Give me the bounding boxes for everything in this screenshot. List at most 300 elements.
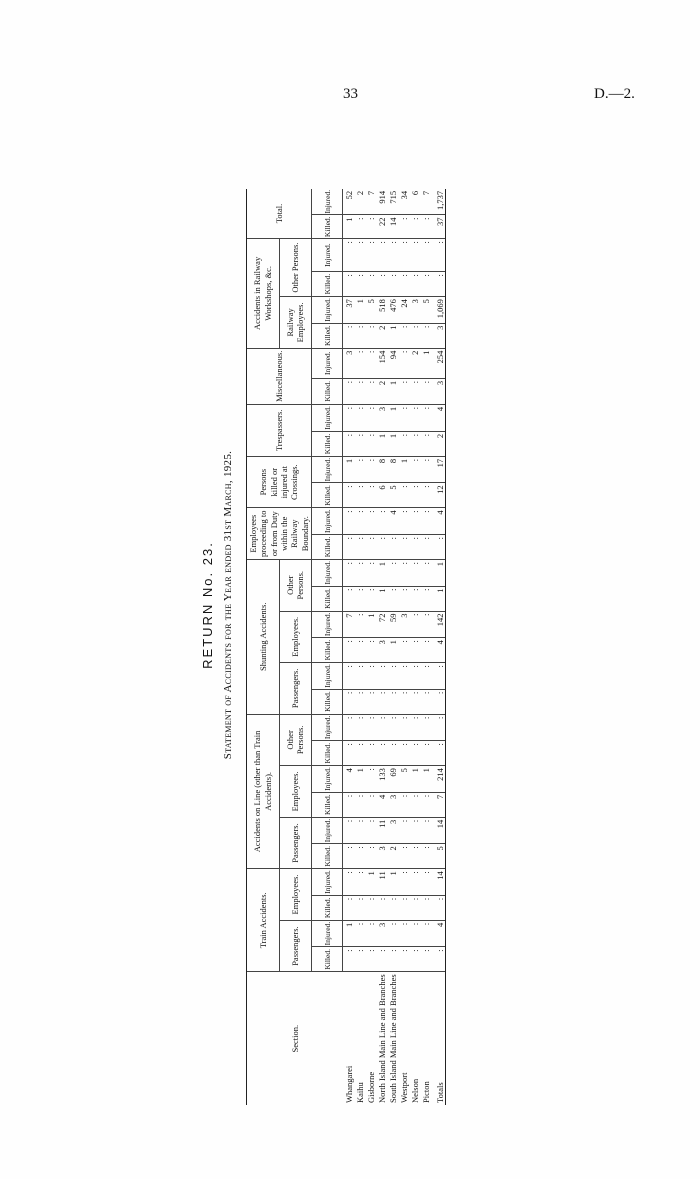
table-cell: 2 — [354, 189, 365, 215]
table-cell: : — [365, 638, 376, 663]
table-cell: : — [398, 714, 409, 741]
table-cell: 1 — [387, 404, 398, 431]
table-cell: : — [343, 817, 355, 844]
table-cell: : — [354, 611, 365, 638]
table-cell: : — [431, 895, 446, 920]
injured-header: Injured. — [312, 869, 343, 896]
table-cell: 1 — [387, 431, 398, 456]
table-cell: : — [431, 272, 446, 297]
table-cell: : — [398, 483, 409, 508]
table-cell: : — [343, 638, 355, 663]
table-cell: : — [387, 559, 398, 586]
table-cell: : — [420, 431, 431, 456]
injured-header: Injured. — [312, 766, 343, 793]
table-cell: 1 — [431, 559, 446, 586]
table-cell: 7 — [420, 189, 431, 215]
table-cell: 1 — [387, 638, 398, 663]
table-cell: : — [365, 323, 376, 348]
table-cell: : — [365, 766, 376, 793]
table-cell: : — [398, 378, 409, 404]
table-cell: 214 — [431, 766, 446, 793]
table-cell: : — [409, 323, 420, 348]
table-cell: : — [398, 638, 409, 663]
table-cell: 1 — [343, 456, 355, 483]
table-cell: : — [420, 323, 431, 348]
table-cell: 2 — [409, 348, 420, 378]
table-cell: : — [409, 792, 420, 817]
injured-header: Injured. — [312, 611, 343, 638]
table-cell: 1 — [365, 869, 376, 896]
table-cell: : — [409, 431, 420, 456]
line-passengers-header: Passengers. — [279, 817, 312, 869]
table-cell: 3 — [431, 378, 446, 404]
table-cell: : — [343, 378, 355, 404]
injured-header: Injured. — [312, 508, 343, 535]
crossings-header: Persons killed or injured at Crossings. — [247, 456, 312, 508]
table-cell: : — [365, 817, 376, 844]
table-cell: : — [398, 431, 409, 456]
workshop-other-persons-header: Other Persons. — [279, 239, 312, 297]
table-cell: 52 — [343, 189, 355, 215]
table-cell: : — [420, 586, 431, 611]
table-cell: : — [354, 947, 365, 972]
table-cell: 2 — [387, 844, 398, 869]
injured-header: Injured. — [312, 663, 343, 690]
table-cell: : — [354, 714, 365, 741]
table-cell: : — [365, 559, 376, 586]
table-row — [343, 189, 355, 1105]
table-cell: : — [376, 689, 387, 714]
table-cell: 4 — [343, 766, 355, 793]
table-cell: : — [420, 638, 431, 663]
table-cell: 1,069 — [431, 297, 446, 324]
killed-header: Killed. — [312, 272, 343, 297]
shunting-other-persons-header: Other Persons. — [279, 559, 312, 611]
table-cell: : — [387, 895, 398, 920]
table-cell: : — [398, 239, 409, 272]
killed-header: Killed. — [312, 638, 343, 663]
table-cell: : — [354, 559, 365, 586]
table-cell: : — [398, 534, 409, 559]
table-cell: 4 — [431, 920, 446, 947]
table-cell: : — [431, 239, 446, 272]
table-cell: : — [354, 869, 365, 896]
table-cell: 1 — [398, 456, 409, 483]
table-row — [376, 189, 387, 1105]
table-cell: : — [354, 323, 365, 348]
train-accidents-header: Train Accidents. — [247, 869, 280, 972]
table-cell: : — [387, 534, 398, 559]
table-cell: 14 — [387, 215, 398, 239]
table-cell: : — [343, 792, 355, 817]
table-cell: : — [354, 638, 365, 663]
shunting-employees-header: Employees. — [279, 611, 312, 663]
workshops-header: Accidents in Railway Workshops, &c. — [247, 239, 280, 349]
table-cell: : — [343, 586, 355, 611]
table-cell: : — [343, 741, 355, 766]
table-cell: : — [398, 817, 409, 844]
table-cell: : — [354, 404, 365, 431]
table-cell: : — [387, 920, 398, 947]
page-number: 33 — [343, 86, 358, 102]
killed-header: Killed. — [312, 792, 343, 817]
table-cell: : — [420, 714, 431, 741]
table-cell: 14 — [431, 817, 446, 844]
table-cell: : — [365, 689, 376, 714]
table-cell: : — [398, 869, 409, 896]
table-cell: : — [365, 272, 376, 297]
table-cell: 5 — [365, 297, 376, 324]
table-cell: : — [354, 741, 365, 766]
table-cell: 11 — [376, 817, 387, 844]
table-cell: 3 — [376, 404, 387, 431]
table-cell: 1 — [387, 323, 398, 348]
table-cell: : — [365, 586, 376, 611]
table-cell: : — [365, 844, 376, 869]
table-cell: : — [365, 741, 376, 766]
table-cell: 3 — [431, 323, 446, 348]
table-cell: 2 — [431, 431, 446, 456]
table-cell: : — [398, 348, 409, 378]
table-cell: : — [420, 215, 431, 239]
table-cell: : — [398, 663, 409, 690]
statement-title: Statement of Accidents for the Year ended 31st March, 1925. — [222, 450, 234, 760]
table-cell: : — [365, 431, 376, 456]
table-cell: : — [398, 215, 409, 239]
table-cell: : — [365, 508, 376, 535]
table-cell: : — [387, 714, 398, 741]
killed-header: Killed. — [312, 689, 343, 714]
table-cell: : — [409, 663, 420, 690]
return-title: RETURN No. 23. — [200, 541, 215, 669]
table-cell: : — [343, 534, 355, 559]
table-cell: : — [376, 663, 387, 690]
table-cell: 1 — [354, 297, 365, 324]
section-name: Kaihu — [354, 1082, 365, 1103]
table-cell: : — [365, 239, 376, 272]
table-cell: : — [343, 239, 355, 272]
injured-header: Injured. — [312, 189, 343, 215]
shunting-accidents-header: Shunting Accidents. — [247, 559, 280, 714]
injured-header: Injured. — [312, 714, 343, 741]
table-row — [365, 189, 376, 1105]
table-cell: : — [398, 920, 409, 947]
table-cell: 1 — [376, 559, 387, 586]
table-cell: : — [365, 534, 376, 559]
table-cell: : — [431, 689, 446, 714]
table-cell: 6 — [376, 483, 387, 508]
table-cell: 3 — [376, 844, 387, 869]
train-employees-header: Employees. — [279, 869, 312, 921]
table-cell: 1 — [354, 766, 365, 793]
table-cell: 2 — [376, 323, 387, 348]
table-cell: : — [420, 404, 431, 431]
table-cell: : — [365, 895, 376, 920]
killed-header: Killed. — [312, 895, 343, 920]
table-cell: : — [409, 817, 420, 844]
table-cell: : — [387, 741, 398, 766]
table-cell: : — [354, 272, 365, 297]
table-cell: : — [420, 844, 431, 869]
table-cell: : — [387, 272, 398, 297]
killed-header: Killed. — [312, 323, 343, 348]
table-cell: : — [365, 714, 376, 741]
table-cell: 914 — [376, 189, 387, 215]
killed-header: Killed. — [312, 483, 343, 508]
table-cell: : — [420, 559, 431, 586]
table-cell: 1 — [431, 586, 446, 611]
killed-header: Killed. — [312, 378, 343, 404]
table-cell: : — [431, 741, 446, 766]
table-cell: 59 — [387, 611, 398, 638]
table-row — [354, 189, 365, 1105]
table-cell: : — [398, 741, 409, 766]
table-cell: : — [343, 431, 355, 456]
injured-header: Injured. — [312, 559, 343, 586]
table-cell: : — [376, 895, 387, 920]
table-cell: : — [343, 508, 355, 535]
table-cell: 6 — [409, 189, 420, 215]
miscellaneous-header: Miscellaneous. — [247, 348, 312, 404]
table-body — [343, 189, 446, 1105]
table-cell: 715 — [387, 189, 398, 215]
table-cell: : — [343, 272, 355, 297]
table-cell: 7 — [365, 189, 376, 215]
table-cell: : — [343, 714, 355, 741]
table-cell: 1 — [343, 215, 355, 239]
table-cell: : — [354, 215, 365, 239]
table-cell: 1 — [420, 348, 431, 378]
table-cell: : — [420, 272, 431, 297]
table-cell: : — [409, 559, 420, 586]
table-cell: : — [398, 947, 409, 972]
table-cell: : — [354, 431, 365, 456]
table-cell: : — [420, 689, 431, 714]
injured-header: Injured. — [312, 297, 343, 324]
table-cell: : — [398, 689, 409, 714]
accidents-table — [246, 189, 446, 1105]
table-cell: : — [387, 947, 398, 972]
table-cell: : — [365, 947, 376, 972]
table-cell: 37 — [431, 215, 446, 239]
table-cell: 5 — [431, 844, 446, 869]
table-cell: 3 — [409, 297, 420, 324]
table-cell: 34 — [398, 189, 409, 215]
table-cell: : — [354, 920, 365, 947]
table-cell: 4 — [431, 508, 446, 535]
table-cell: : — [365, 215, 376, 239]
table-cell: : — [343, 559, 355, 586]
line-employees-header: Employees. — [279, 766, 312, 818]
table-cell: 5 — [398, 766, 409, 793]
table-cell: : — [387, 663, 398, 690]
table-cell: : — [343, 483, 355, 508]
table-cell: 142 — [431, 611, 446, 638]
table-cell: 1,737 — [431, 189, 446, 215]
line-accidents-header: Accidents on Line (other than Train Accidents). — [247, 714, 280, 869]
table-cell: : — [376, 508, 387, 535]
train-passengers-header: Passengers. — [279, 920, 312, 972]
table-cell: 3 — [343, 348, 355, 378]
table-cell: : — [365, 920, 376, 947]
table-cell: 22 — [376, 215, 387, 239]
table-cell: : — [420, 663, 431, 690]
table-cell: : — [398, 895, 409, 920]
table-cell: : — [431, 714, 446, 741]
table-cell: : — [343, 895, 355, 920]
table-cell: 3 — [376, 638, 387, 663]
table-cell: : — [409, 895, 420, 920]
table-cell: 37 — [343, 297, 355, 324]
killed-header: Killed. — [312, 431, 343, 456]
table-cell: : — [409, 844, 420, 869]
table-cell: : — [398, 323, 409, 348]
killed-header: Killed. — [312, 215, 343, 239]
section-name: South Island Main Line and Branches — [387, 974, 398, 1103]
table-cell: 4 — [387, 508, 398, 535]
table-cell: 24 — [398, 297, 409, 324]
table-cell: : — [354, 689, 365, 714]
table-cell: 5 — [387, 483, 398, 508]
table-cell: 1 — [376, 586, 387, 611]
table-cell: : — [409, 611, 420, 638]
table-cell: 69 — [387, 766, 398, 793]
table-cell: : — [365, 456, 376, 483]
line-other-persons-header: Other Persons. — [279, 714, 312, 766]
table-cell: : — [354, 817, 365, 844]
table-cell: 8 — [376, 456, 387, 483]
table-row — [387, 189, 398, 1105]
table-cell: : — [409, 378, 420, 404]
table-cell: : — [398, 844, 409, 869]
workshop-employees-header: Railway Employees. — [279, 297, 312, 349]
killed-header: Killed. — [312, 741, 343, 766]
table-row — [398, 189, 409, 1105]
table-cell: : — [343, 844, 355, 869]
injured-header: Injured. — [312, 920, 343, 947]
injured-header: Injured. — [312, 456, 343, 483]
section-column-header: Section. — [247, 972, 343, 1105]
table-cell: 1 — [420, 766, 431, 793]
table-cell: : — [409, 714, 420, 741]
table-cell: : — [420, 895, 431, 920]
table-cell: : — [420, 792, 431, 817]
table-cell: : — [409, 689, 420, 714]
table-cell: : — [398, 404, 409, 431]
table-cell: : — [409, 638, 420, 663]
table-cell: : — [420, 920, 431, 947]
table-cell: 72 — [376, 611, 387, 638]
table-cell: : — [354, 348, 365, 378]
table-cell: : — [343, 689, 355, 714]
table-cell: : — [376, 714, 387, 741]
table-cell: : — [365, 483, 376, 508]
killed-header: Killed. — [312, 586, 343, 611]
table-cell: : — [409, 534, 420, 559]
shunting-passengers-header: Passengers. — [279, 663, 312, 715]
table-cell: : — [365, 663, 376, 690]
table-cell: : — [420, 817, 431, 844]
table-cell: : — [409, 920, 420, 947]
injured-header: Injured. — [312, 239, 343, 272]
table-cell: 11 — [376, 869, 387, 896]
table-cell: 7 — [343, 611, 355, 638]
killed-header: Killed. — [312, 947, 343, 972]
table-cell: : — [387, 689, 398, 714]
table-cell: 1 — [387, 869, 398, 896]
section-name: North Island Main Line and Branches — [376, 974, 387, 1103]
table-cell: : — [409, 272, 420, 297]
table-cell: : — [343, 947, 355, 972]
table-row — [409, 189, 420, 1105]
table-cell: : — [343, 663, 355, 690]
table-cell: 3 — [387, 817, 398, 844]
table-cell: 14 — [431, 869, 446, 896]
table-cell: : — [354, 663, 365, 690]
table-cell: : — [354, 534, 365, 559]
table-cell: : — [365, 348, 376, 378]
table-cell: : — [409, 508, 420, 535]
table-cell: 3 — [387, 792, 398, 817]
table-cell: 476 — [387, 297, 398, 324]
table-cell: : — [354, 586, 365, 611]
rotated-page-content — [200, 105, 510, 1105]
trespassers-header: Trespassers. — [247, 404, 312, 456]
table-cell: : — [387, 239, 398, 272]
table-cell: : — [376, 239, 387, 272]
table-cell: : — [420, 508, 431, 535]
section-name: Picton — [420, 1081, 431, 1103]
table-cell: 4 — [376, 792, 387, 817]
table-cell: : — [376, 741, 387, 766]
table-cell: 7 — [431, 792, 446, 817]
table-cell: : — [354, 844, 365, 869]
table-cell: : — [420, 456, 431, 483]
table-cell: : — [398, 586, 409, 611]
table-cell: : — [354, 483, 365, 508]
table-cell: 17 — [431, 456, 446, 483]
table-cell: 1 — [376, 431, 387, 456]
table-cell: 1 — [365, 611, 376, 638]
table-cell: 94 — [387, 348, 398, 378]
table-cell: : — [409, 947, 420, 972]
section-name: Westport — [398, 1072, 409, 1103]
table-cell: 1 — [343, 920, 355, 947]
table-cell: : — [420, 869, 431, 896]
table-cell: 1 — [387, 378, 398, 404]
table-cell: : — [343, 323, 355, 348]
table-cell: 254 — [431, 348, 446, 378]
table-cell: 2 — [376, 378, 387, 404]
injured-header: Injured. — [312, 817, 343, 844]
table-cell: 3 — [398, 611, 409, 638]
table-cell: : — [420, 611, 431, 638]
table-cell: : — [431, 947, 446, 972]
table-row — [420, 189, 431, 1105]
table-cell: : — [420, 534, 431, 559]
table-cell: : — [354, 508, 365, 535]
table-cell: : — [365, 792, 376, 817]
table-cell: : — [376, 947, 387, 972]
table-cell: : — [343, 404, 355, 431]
table-cell: : — [354, 792, 365, 817]
table-cell: : — [420, 378, 431, 404]
table-cell: : — [409, 239, 420, 272]
table-cell: : — [376, 534, 387, 559]
totals-row — [431, 189, 446, 1105]
employees-proceeding-header: Employees proceeding to or from Duty within the Railway Boundary. — [247, 508, 312, 560]
table-cell: : — [398, 559, 409, 586]
